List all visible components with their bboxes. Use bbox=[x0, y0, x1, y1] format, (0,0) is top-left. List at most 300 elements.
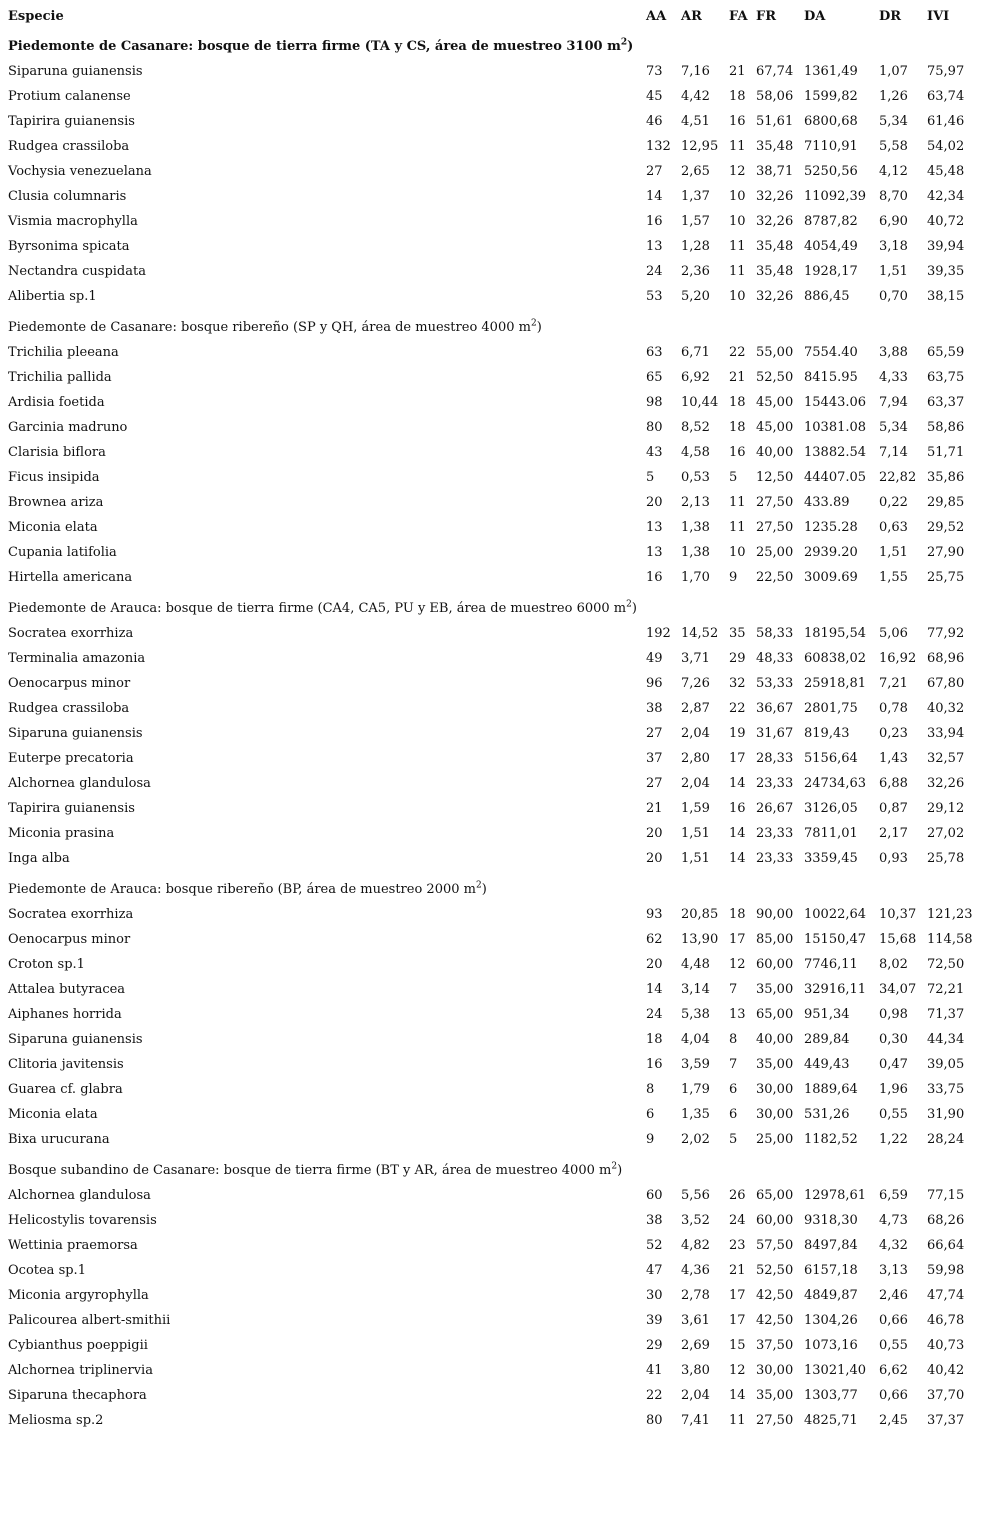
cell-da: 3126,05 bbox=[804, 801, 858, 816]
cell-fr: 28,33 bbox=[756, 751, 794, 766]
cell-fa: 14 bbox=[729, 826, 746, 841]
cell-species: Miconia elata bbox=[8, 520, 98, 535]
cell-ar: 0,53 bbox=[681, 470, 710, 485]
cell-da: 1928,17 bbox=[804, 264, 858, 279]
cell-ar: 4,51 bbox=[681, 114, 710, 129]
cell-fr: 45,00 bbox=[756, 395, 794, 410]
table-row bbox=[0, 1030, 984, 1050]
cell-da: 4054,49 bbox=[804, 239, 858, 254]
cell-dr: 4,73 bbox=[879, 1213, 908, 1228]
cell-da: 4849,87 bbox=[804, 1288, 858, 1303]
cell-aa: 41 bbox=[646, 1363, 663, 1378]
cell-fa: 12 bbox=[729, 1363, 746, 1378]
cell-fa: 12 bbox=[729, 164, 746, 179]
table-row bbox=[0, 162, 984, 182]
cell-species: Guarea cf. glabra bbox=[8, 1082, 123, 1097]
cell-ivi: 27,90 bbox=[927, 545, 965, 560]
table-row bbox=[0, 137, 984, 157]
cell-fr: 51,61 bbox=[756, 114, 794, 129]
cell-da: 1303,77 bbox=[804, 1388, 858, 1403]
cell-ivi: 40,72 bbox=[927, 214, 965, 229]
cell-ivi: 29,85 bbox=[927, 495, 965, 510]
cell-fr: 30,00 bbox=[756, 1082, 794, 1097]
cell-ivi: 38,15 bbox=[927, 289, 965, 304]
cell-species: Vismia macrophylla bbox=[8, 214, 138, 229]
cell-da: 819,43 bbox=[804, 726, 850, 741]
cell-ivi: 63,74 bbox=[927, 89, 965, 104]
cell-fa: 11 bbox=[729, 520, 746, 535]
cell-ar: 4,42 bbox=[681, 89, 710, 104]
cell-aa: 8 bbox=[646, 1082, 655, 1097]
cell-species: Socratea exorrhiza bbox=[8, 626, 134, 641]
cell-ivi: 25,75 bbox=[927, 570, 965, 585]
cell-aa: 47 bbox=[646, 1263, 663, 1278]
section-title-superscript: 2 bbox=[530, 318, 537, 329]
table-row bbox=[0, 62, 984, 82]
cell-ivi: 40,42 bbox=[927, 1363, 965, 1378]
cell-dr: 8,02 bbox=[879, 957, 908, 972]
cell-fa: 11 bbox=[729, 239, 746, 254]
cell-aa: 37 bbox=[646, 751, 663, 766]
cell-dr: 0,66 bbox=[879, 1313, 908, 1328]
cell-da: 7746,11 bbox=[804, 957, 858, 972]
cell-da: 6800,68 bbox=[804, 114, 858, 129]
table-row bbox=[0, 749, 984, 769]
cell-fr: 40,00 bbox=[756, 445, 794, 460]
table-row bbox=[0, 212, 984, 232]
cell-aa: 80 bbox=[646, 1413, 663, 1428]
table-row bbox=[0, 1236, 984, 1256]
cell-ivi: 63,75 bbox=[927, 370, 965, 385]
cell-fa: 5 bbox=[729, 1132, 738, 1147]
cell-species: Tapirira guianensis bbox=[8, 114, 135, 129]
table-row bbox=[0, 1055, 984, 1075]
table-row bbox=[0, 824, 984, 844]
cell-dr: 6,90 bbox=[879, 214, 908, 229]
cell-fa: 17 bbox=[729, 932, 746, 947]
table-row bbox=[0, 1361, 984, 1381]
cell-aa: 65 bbox=[646, 370, 663, 385]
section-title bbox=[8, 36, 633, 58]
cell-aa: 53 bbox=[646, 289, 663, 304]
cell-da: 5156,64 bbox=[804, 751, 858, 766]
cell-ar: 3,61 bbox=[681, 1313, 710, 1328]
cell-ivi: 28,24 bbox=[927, 1132, 965, 1147]
cell-da: 1073,16 bbox=[804, 1338, 858, 1353]
table-row bbox=[0, 1105, 984, 1125]
cell-da: 8787,82 bbox=[804, 214, 858, 229]
cell-ivi: 27,02 bbox=[927, 826, 965, 841]
cell-dr: 8,70 bbox=[879, 189, 908, 204]
cell-ar: 1,51 bbox=[681, 826, 710, 841]
cell-ivi: 63,37 bbox=[927, 395, 965, 410]
cell-dr: 5,58 bbox=[879, 139, 908, 154]
cell-ivi: 25,78 bbox=[927, 851, 965, 866]
table-row bbox=[0, 1336, 984, 1356]
cell-aa: 20 bbox=[646, 957, 663, 972]
section-title-superscript: 2 bbox=[611, 1161, 618, 1172]
cell-ivi: 39,35 bbox=[927, 264, 965, 279]
cell-da: 7811,01 bbox=[804, 826, 858, 841]
cell-ar: 3,59 bbox=[681, 1057, 710, 1072]
cell-dr: 10,37 bbox=[879, 907, 917, 922]
cell-ivi: 33,94 bbox=[927, 726, 965, 741]
cell-fa: 11 bbox=[729, 139, 746, 154]
cell-ar: 2,13 bbox=[681, 495, 710, 510]
header-da: DA bbox=[804, 9, 826, 24]
cell-ar: 7,16 bbox=[681, 64, 710, 79]
cell-fr: 57,50 bbox=[756, 1238, 794, 1253]
cell-fa: 16 bbox=[729, 114, 746, 129]
table-row bbox=[0, 980, 984, 1000]
cell-ivi: 32,26 bbox=[927, 776, 965, 791]
cell-da: 2801,75 bbox=[804, 701, 858, 716]
cell-ar: 1,59 bbox=[681, 801, 710, 816]
cell-dr: 1,51 bbox=[879, 545, 908, 560]
cell-aa: 46 bbox=[646, 114, 663, 129]
cell-ivi: 58,86 bbox=[927, 420, 965, 435]
cell-fr: 23,33 bbox=[756, 851, 794, 866]
cell-species: Siparuna guianensis bbox=[8, 1032, 143, 1047]
cell-ivi: 32,57 bbox=[927, 751, 965, 766]
table-row bbox=[0, 468, 984, 488]
cell-ar: 2,69 bbox=[681, 1338, 710, 1353]
cell-ivi: 51,71 bbox=[927, 445, 965, 460]
cell-fa: 24 bbox=[729, 1213, 746, 1228]
cell-aa: 192 bbox=[646, 626, 671, 641]
cell-fr: 23,33 bbox=[756, 776, 794, 791]
cell-species: Hirtella americana bbox=[8, 570, 133, 585]
cell-aa: 98 bbox=[646, 395, 663, 410]
cell-da: 886,45 bbox=[804, 289, 850, 304]
cell-fr: 67,74 bbox=[756, 64, 794, 79]
cell-dr: 5,34 bbox=[879, 114, 908, 129]
cell-species: Croton sp.1 bbox=[8, 957, 85, 972]
table-row bbox=[0, 674, 984, 694]
cell-fa: 11 bbox=[729, 495, 746, 510]
cell-fr: 48,33 bbox=[756, 651, 794, 666]
cell-species: Clusia columnaris bbox=[8, 189, 127, 204]
cell-ar: 2,04 bbox=[681, 726, 710, 741]
cell-aa: 73 bbox=[646, 64, 663, 79]
cell-fr: 37,50 bbox=[756, 1338, 794, 1353]
cell-aa: 20 bbox=[646, 495, 663, 510]
section-title-end: ) bbox=[627, 39, 634, 54]
table-row bbox=[0, 955, 984, 975]
cell-dr: 1,55 bbox=[879, 570, 908, 585]
cell-dr: 1,26 bbox=[879, 89, 908, 104]
cell-species: Alchornea triplinervia bbox=[8, 1363, 153, 1378]
cell-fa: 16 bbox=[729, 445, 746, 460]
cell-species: Vochysia venezuelana bbox=[8, 164, 152, 179]
cell-aa: 20 bbox=[646, 826, 663, 841]
cell-dr: 5,06 bbox=[879, 626, 908, 641]
cell-dr: 2,45 bbox=[879, 1413, 908, 1428]
cell-ar: 7,26 bbox=[681, 676, 710, 691]
cell-fr: 32,26 bbox=[756, 189, 794, 204]
cell-species: Siparuna guianensis bbox=[8, 64, 143, 79]
cell-ar: 20,85 bbox=[681, 907, 719, 922]
cell-da: 18195,54 bbox=[804, 626, 867, 641]
cell-ivi: 39,94 bbox=[927, 239, 965, 254]
table-row bbox=[0, 568, 984, 588]
cell-ivi: 46,78 bbox=[927, 1313, 965, 1328]
cell-species: Ocotea sp.1 bbox=[8, 1263, 86, 1278]
table-row bbox=[0, 905, 984, 925]
cell-aa: 13 bbox=[646, 520, 663, 535]
cell-ivi: 29,12 bbox=[927, 801, 965, 816]
cell-fa: 7 bbox=[729, 982, 738, 997]
section-title-superscript: 2 bbox=[475, 880, 482, 891]
cell-da: 60838,02 bbox=[804, 651, 867, 666]
table-row bbox=[0, 649, 984, 669]
cell-ar: 1,37 bbox=[681, 189, 710, 204]
cell-ar: 2,04 bbox=[681, 776, 710, 791]
header-aa: AA bbox=[646, 9, 667, 24]
table-row bbox=[0, 443, 984, 463]
cell-dr: 0,66 bbox=[879, 1388, 908, 1403]
cell-fa: 14 bbox=[729, 776, 746, 791]
cell-dr: 2,46 bbox=[879, 1288, 908, 1303]
cell-aa: 62 bbox=[646, 932, 663, 947]
cell-ivi: 66,64 bbox=[927, 1238, 965, 1253]
cell-fr: 65,00 bbox=[756, 1188, 794, 1203]
cell-aa: 43 bbox=[646, 445, 663, 460]
cell-da: 531,26 bbox=[804, 1107, 850, 1122]
cell-fr: 40,00 bbox=[756, 1032, 794, 1047]
cell-ivi: 54,02 bbox=[927, 139, 965, 154]
cell-species: Miconia argyrophylla bbox=[8, 1288, 149, 1303]
cell-fa: 10 bbox=[729, 545, 746, 560]
section-title-end: ) bbox=[481, 882, 487, 897]
cell-fa: 6 bbox=[729, 1107, 738, 1122]
cell-species: Attalea butyracea bbox=[8, 982, 126, 997]
table-row bbox=[0, 724, 984, 744]
cell-aa: 5 bbox=[646, 470, 655, 485]
cell-species: Cupania latifolia bbox=[8, 545, 117, 560]
table-row bbox=[0, 543, 984, 563]
cell-ivi: 31,90 bbox=[927, 1107, 965, 1122]
cell-aa: 39 bbox=[646, 1313, 663, 1328]
cell-ar: 5,38 bbox=[681, 1007, 710, 1022]
cell-fr: 42,50 bbox=[756, 1288, 794, 1303]
cell-ar: 1,35 bbox=[681, 1107, 710, 1122]
table-row bbox=[0, 699, 984, 719]
cell-ivi: 35,86 bbox=[927, 470, 965, 485]
cell-ar: 1,28 bbox=[681, 239, 710, 254]
cell-ivi: 61,46 bbox=[927, 114, 965, 129]
section-title-text: Piedemonte de Arauca: bosque ribereño (BP, área de muestreo 2000 m bbox=[8, 882, 476, 897]
cell-da: 3359,45 bbox=[804, 851, 858, 866]
cell-fa: 18 bbox=[729, 420, 746, 435]
cell-dr: 4,33 bbox=[879, 370, 908, 385]
cell-da: 9318,30 bbox=[804, 1213, 858, 1228]
cell-ivi: 67,80 bbox=[927, 676, 965, 691]
cell-dr: 0,30 bbox=[879, 1032, 908, 1047]
cell-fr: 85,00 bbox=[756, 932, 794, 947]
cell-species: Euterpe precatoria bbox=[8, 751, 134, 766]
table-row bbox=[0, 774, 984, 794]
cell-ivi: 77,92 bbox=[927, 626, 965, 641]
cell-ivi: 121,23 bbox=[927, 907, 973, 922]
cell-aa: 80 bbox=[646, 420, 663, 435]
cell-dr: 7,21 bbox=[879, 676, 908, 691]
table-row bbox=[0, 1261, 984, 1281]
cell-dr: 0,23 bbox=[879, 726, 908, 741]
table-row bbox=[0, 1186, 984, 1206]
section-title-superscript: 2 bbox=[620, 37, 628, 48]
cell-aa: 27 bbox=[646, 726, 663, 741]
cell-aa: 27 bbox=[646, 164, 663, 179]
cell-ivi: 40,73 bbox=[927, 1338, 965, 1353]
table-row bbox=[0, 237, 984, 257]
cell-ar: 6,71 bbox=[681, 345, 710, 360]
cell-species: Rudgea crassiloba bbox=[8, 139, 130, 154]
cell-aa: 13 bbox=[646, 545, 663, 560]
cell-fr: 25,00 bbox=[756, 1132, 794, 1147]
cell-fa: 11 bbox=[729, 264, 746, 279]
table-row bbox=[0, 1080, 984, 1100]
cell-ivi: 65,59 bbox=[927, 345, 965, 360]
cell-da: 4825,71 bbox=[804, 1413, 858, 1428]
table-row bbox=[0, 1411, 984, 1431]
header-ar: AR bbox=[681, 9, 702, 24]
cell-da: 2939.20 bbox=[804, 545, 858, 560]
section-title-superscript: 2 bbox=[626, 599, 632, 610]
cell-ar: 5,56 bbox=[681, 1188, 710, 1203]
cell-fa: 26 bbox=[729, 1188, 746, 1203]
cell-fr: 35,00 bbox=[756, 1388, 794, 1403]
table-row bbox=[0, 262, 984, 282]
cell-species: Nectandra cuspidata bbox=[8, 264, 146, 279]
table-row bbox=[0, 799, 984, 819]
cell-fa: 22 bbox=[729, 701, 746, 716]
cell-ivi: 37,37 bbox=[927, 1413, 965, 1428]
cell-ar: 1,57 bbox=[681, 214, 710, 229]
cell-da: 13882.54 bbox=[804, 445, 867, 460]
cell-aa: 93 bbox=[646, 907, 663, 922]
section-title-end: ) bbox=[536, 320, 542, 335]
cell-ar: 1,70 bbox=[681, 570, 710, 585]
cell-ar: 1,79 bbox=[681, 1082, 710, 1097]
cell-da: 8497,84 bbox=[804, 1238, 858, 1253]
cell-ar: 2,78 bbox=[681, 1288, 710, 1303]
cell-ar: 1,51 bbox=[681, 851, 710, 866]
cell-fa: 10 bbox=[729, 289, 746, 304]
cell-da: 24734,63 bbox=[804, 776, 867, 791]
table-row bbox=[0, 1386, 984, 1406]
cell-da: 10381.08 bbox=[804, 420, 867, 435]
cell-aa: 29 bbox=[646, 1338, 663, 1353]
cell-species: Clitoria javitensis bbox=[8, 1057, 124, 1072]
cell-aa: 132 bbox=[646, 139, 671, 154]
cell-dr: 7,14 bbox=[879, 445, 908, 460]
cell-fa: 29 bbox=[729, 651, 746, 666]
cell-species: Trichilia pleeana bbox=[8, 345, 119, 360]
cell-ar: 2,87 bbox=[681, 701, 710, 716]
cell-species: Bixa urucurana bbox=[8, 1132, 110, 1147]
cell-ar: 2,04 bbox=[681, 1388, 710, 1403]
cell-da: 951,34 bbox=[804, 1007, 850, 1022]
cell-aa: 14 bbox=[646, 189, 663, 204]
table-row bbox=[0, 1005, 984, 1025]
table-row bbox=[0, 1311, 984, 1331]
cell-da: 15150,47 bbox=[804, 932, 867, 947]
cell-aa: 16 bbox=[646, 570, 663, 585]
cell-fa: 14 bbox=[729, 1388, 746, 1403]
cell-fr: 35,48 bbox=[756, 239, 794, 254]
section-title bbox=[8, 317, 542, 339]
cell-ivi: 68,26 bbox=[927, 1213, 965, 1228]
cell-ivi: 40,32 bbox=[927, 701, 965, 716]
table-row bbox=[0, 1286, 984, 1306]
table-row bbox=[0, 493, 984, 513]
cell-fa: 18 bbox=[729, 907, 746, 922]
cell-dr: 1,22 bbox=[879, 1132, 908, 1147]
cell-dr: 15,68 bbox=[879, 932, 917, 947]
section-title-text: Piedemonte de Casanare: bosque de tierra firme (TA y CS, área de muestreo 3100 m bbox=[8, 39, 621, 54]
cell-aa: 6 bbox=[646, 1107, 655, 1122]
cell-dr: 0,70 bbox=[879, 289, 908, 304]
table-header bbox=[0, 7, 984, 27]
cell-fa: 35 bbox=[729, 626, 746, 641]
cell-species: Aiphanes horrida bbox=[8, 1007, 122, 1022]
cell-dr: 3,13 bbox=[879, 1263, 908, 1278]
cell-dr: 0,55 bbox=[879, 1338, 908, 1353]
cell-fa: 32 bbox=[729, 676, 746, 691]
cell-fa: 9 bbox=[729, 570, 738, 585]
cell-ar: 5,20 bbox=[681, 289, 710, 304]
cell-fr: 30,00 bbox=[756, 1363, 794, 1378]
cell-fa: 12 bbox=[729, 957, 746, 972]
cell-dr: 6,59 bbox=[879, 1188, 908, 1203]
cell-dr: 7,94 bbox=[879, 395, 908, 410]
section-title bbox=[8, 1160, 622, 1182]
cell-species: Cybianthus poeppigii bbox=[8, 1338, 148, 1353]
cell-da: 289,84 bbox=[804, 1032, 850, 1047]
cell-fa: 21 bbox=[729, 64, 746, 79]
cell-fa: 22 bbox=[729, 345, 746, 360]
cell-aa: 27 bbox=[646, 776, 663, 791]
section-title bbox=[8, 598, 637, 620]
cell-species: Socratea exorrhiza bbox=[8, 907, 134, 922]
cell-da: 449,43 bbox=[804, 1057, 850, 1072]
cell-species: Siparuna guianensis bbox=[8, 726, 143, 741]
cell-fr: 27,50 bbox=[756, 1413, 794, 1428]
cell-dr: 0,93 bbox=[879, 851, 908, 866]
cell-fr: 36,67 bbox=[756, 701, 794, 716]
cell-ivi: 47,74 bbox=[927, 1288, 965, 1303]
cell-fr: 25,00 bbox=[756, 545, 794, 560]
cell-dr: 0,47 bbox=[879, 1057, 908, 1072]
cell-ar: 2,80 bbox=[681, 751, 710, 766]
cell-species: Protium calanense bbox=[8, 89, 131, 104]
cell-dr: 4,32 bbox=[879, 1238, 908, 1253]
cell-fa: 10 bbox=[729, 214, 746, 229]
cell-ivi: 44,34 bbox=[927, 1032, 965, 1047]
cell-fa: 5 bbox=[729, 470, 738, 485]
cell-fr: 27,50 bbox=[756, 495, 794, 510]
cell-dr: 16,92 bbox=[879, 651, 917, 666]
cell-da: 7554.40 bbox=[804, 345, 858, 360]
cell-species: Alibertia sp.1 bbox=[8, 289, 97, 304]
cell-aa: 38 bbox=[646, 1213, 663, 1228]
cell-aa: 60 bbox=[646, 1188, 663, 1203]
cell-species: Alchornea glandulosa bbox=[8, 1188, 151, 1203]
table-row bbox=[0, 849, 984, 869]
cell-aa: 63 bbox=[646, 345, 663, 360]
table-row bbox=[0, 624, 984, 644]
